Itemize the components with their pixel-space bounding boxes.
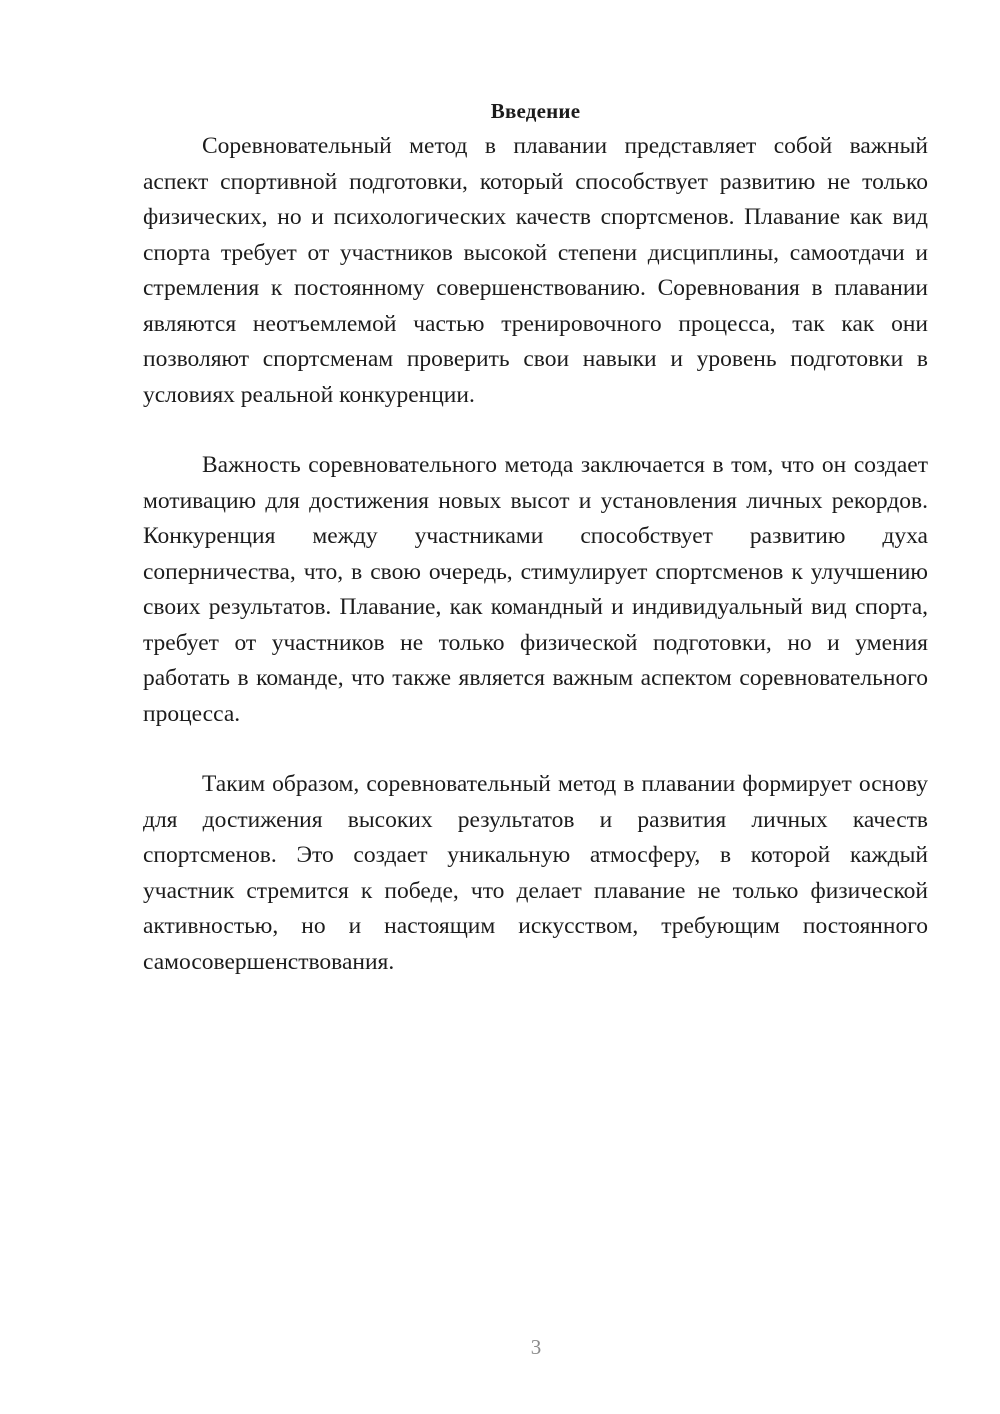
paragraph-1: Соревновательный метод в плавании представляет собой важный аспект спортивной подготовки, который способствует развитию не только физических, но и психологических качеств спортсменов. Плавание как вид спорта требует от участников высокой степени дисциплины, самоотдачи и стремления к постоянному совершенствованию. Соревнования в плавании являются неотъемлемой частью тренировочного процесса, так как они позволяют спортсменам проверить свои навыки и уровень подготовки в условиях реальной конкуренции. bbox=[143, 133, 928, 408]
page-number: 3 bbox=[530, 1335, 542, 1359]
page-content bbox=[143, 95, 928, 980]
paragraph-2: Важность соревновательного метода заключается в том, что он создает мотивацию для достижения новых высот и установления личных рекордов. Конкуренция между участниками способствует развитию духа соперничества, что, в свою очередь, стимулирует спортсменов к улучшению своих результатов. Плавание, как командный и индивидуальный вид спорта, требует от участников не только физической подготовки, но и умения работать в команде, что также является важным аспектом соревновательного процесса. bbox=[143, 452, 928, 727]
section-title: Введение bbox=[490, 99, 581, 123]
paragraph-3: Таким образом, соревновательный метод в плавании формирует основу для достижения высоких результатов и развития личных качеств спортсменов. Это создает уникальную атмосферу, в которой каждый участник стремится к победе, что делает плавание не только физической активностью, но и настоящим искусством, требующим постоянного самосовершенствования. bbox=[143, 771, 928, 975]
